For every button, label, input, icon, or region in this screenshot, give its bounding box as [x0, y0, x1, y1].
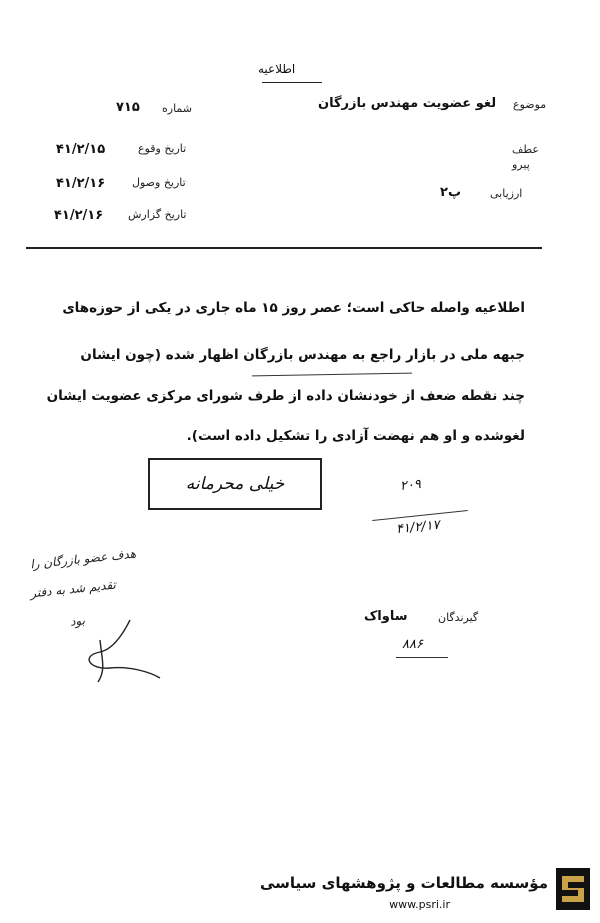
document-title: اطلاعیه — [258, 62, 296, 76]
evaluation-value: پ۲ — [440, 185, 462, 200]
handwritten-code: ۸۸۶ — [402, 637, 423, 652]
handwritten-note-line-2: تقدیم شد به دفتر — [29, 577, 117, 601]
handwritten-note-line-1: هدف عضو بازرگان را — [29, 546, 137, 572]
body-line-2: جبهه ملی در بازار راجع به مهندس بازرگان اظهار شده (چون ایشان — [80, 347, 525, 363]
signature-scribble-icon — [40, 610, 170, 690]
number-label: شماره — [162, 102, 193, 115]
receivers-value: ساواک — [364, 609, 408, 624]
subject-label: موضوع — [513, 98, 547, 111]
title-underline — [262, 82, 322, 83]
institution-logo-icon — [556, 868, 590, 910]
event-date-value: ۴۱/۲/۱۵ — [56, 142, 106, 157]
reference-date: ۴۱/۲/۱۷ — [395, 517, 441, 538]
body-line-4: لغوشده و او هم نهضت آزادی را تشکیل داده است). — [186, 428, 525, 444]
institution-website[interactable]: www.psri.ir — [389, 898, 450, 911]
number-value: ۷۱۵ — [116, 100, 140, 115]
reference-number: ۲۰۹ — [399, 476, 422, 495]
body-line-3: چند نقطه ضعف از خودنشان داده از طرف شورای مرکزی عضویت ایشان — [46, 388, 525, 404]
institution-name: مؤسسه مطالعات و پژوهشهای سیاسی — [259, 874, 548, 892]
attach-label-2: پیرو — [512, 158, 530, 171]
code-underline — [396, 657, 448, 658]
handwritten-underline — [252, 373, 412, 377]
report-date-label: تاریخ گزارش — [128, 208, 187, 221]
event-date-label: تاریخ وقوع — [138, 142, 187, 155]
header-divider — [26, 247, 542, 249]
confidential-stamp: خیلی محرمانه — [148, 458, 322, 510]
received-date-value: ۴۱/۲/۱۶ — [56, 176, 106, 191]
report-date-value: ۴۱/۲/۱۶ — [54, 208, 104, 223]
received-date-label: تاریخ وصول — [132, 176, 186, 189]
handwritten-note-line-3: بود — [69, 613, 86, 629]
subject-value: لغو عضویت مهندس بازرگان — [318, 96, 497, 111]
evaluation-label: ارزیابی — [490, 187, 523, 200]
body-line-1: اطلاعیه واصله حاکی است؛ عصر روز ۱۵ ماه جاری در یکی از حوزه‌های — [62, 300, 525, 316]
receivers-label: گیرندگان — [438, 611, 479, 624]
attach-label-1: عطف — [512, 143, 539, 156]
